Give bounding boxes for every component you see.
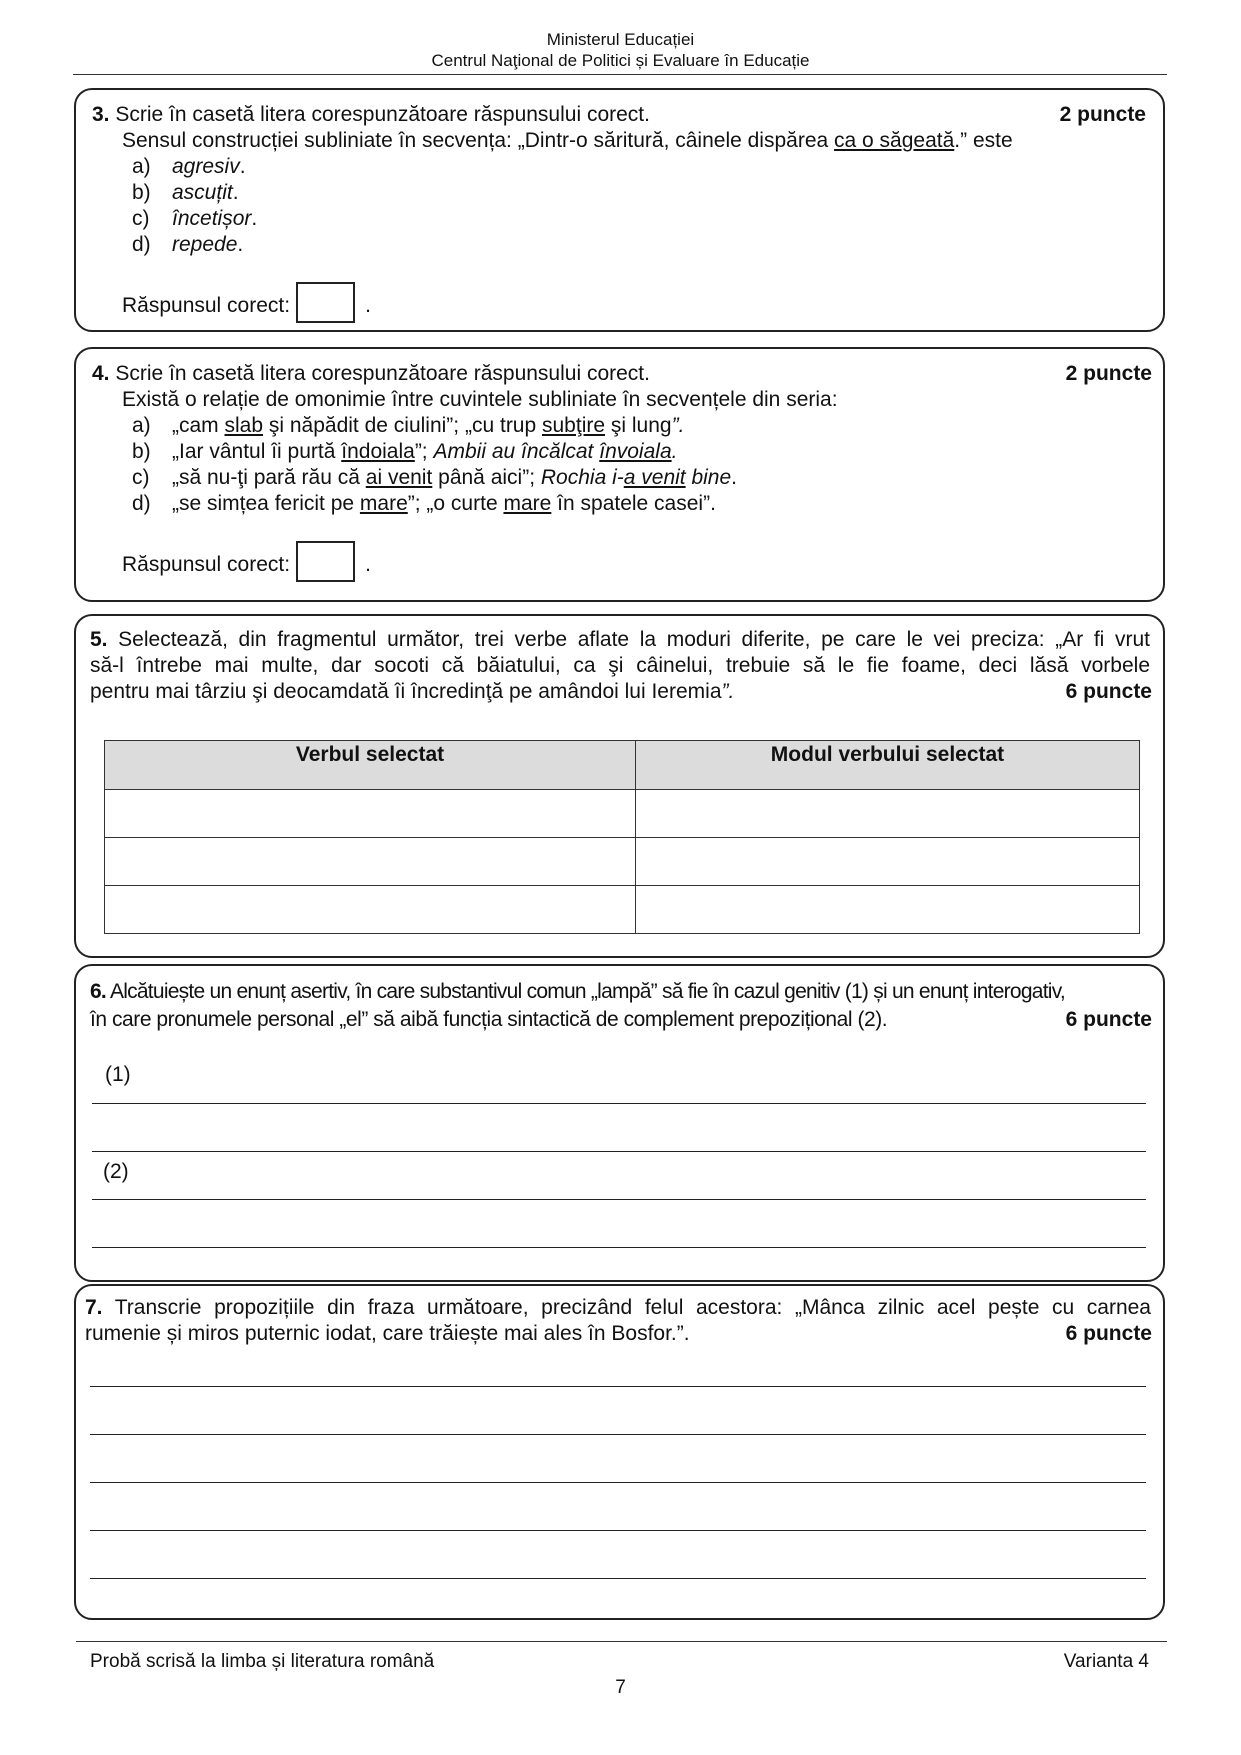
q5-text-line2: să-l întrebe mai multe, dar socoti că băiatului, ca şi câinelui, trebuie să le fie foame, deci lăsă vorbele [90, 654, 1150, 677]
header-center: Centrul Naţional de Politici și Evaluare în Educație [431, 51, 810, 70]
q3-answer-label: Răspunsul corect: [122, 294, 291, 318]
q4-points: 2 puncte [1065, 362, 1152, 385]
q3-option-b: b) ascuțit. [132, 181, 239, 204]
q7-answer-line-5[interactable] [90, 1578, 1146, 1579]
q4-answer-row: Răspunsul corect: . [122, 545, 371, 586]
footer-exam-title: Probă scrisă la limba și literatura română [90, 1651, 435, 1672]
q6-answer-line-1a[interactable] [92, 1103, 1146, 1104]
q6-label-1: (1) [105, 1063, 131, 1086]
q5-points: 6 puncte [1065, 680, 1152, 703]
q5-col-verb-header: Verbul selectat [105, 741, 636, 790]
q3-answer-box[interactable] [296, 282, 355, 323]
table-row [105, 790, 1140, 838]
q3-stem [122, 128, 1013, 154]
q3-instruction: Scrie în casetă litera corespunzătoare răspunsului corect. [115, 103, 650, 126]
q6-answer-line-2a[interactable] [92, 1199, 1146, 1200]
question-7-card [74, 1284, 1165, 1620]
q4-instruction: Scrie în casetă litera corespunzătoare răspunsului corect. [115, 362, 650, 385]
q7-answer-line-2[interactable] [90, 1434, 1146, 1435]
q3-option-c: c) încetișor. [132, 207, 258, 230]
q7-text-line2: rumenie și miros puternic iodat, care trăiește mai ales în Bosfor.”. [85, 1322, 690, 1345]
q6-answer-line-1b[interactable] [92, 1151, 1146, 1152]
q7-answer-line-3[interactable] [90, 1482, 1146, 1483]
q3-instruction-row [92, 102, 650, 128]
q3-points: 2 puncte [1059, 103, 1146, 126]
q5-verb-cell-3[interactable] [105, 886, 636, 934]
q5-verb-cell-1[interactable] [105, 790, 636, 838]
q4-option-d: d) „se simțea fericit pe mare”; „o curte mare în spatele casei”. [132, 492, 716, 515]
question-6-card [74, 964, 1165, 1282]
header-ministry: Ministerul Educației [546, 30, 695, 49]
question-5-card [74, 614, 1165, 958]
q4-option-c: c) „să nu-ţi pară rău că ai venit până aici”; Rochia i-a venit bine. [132, 466, 738, 489]
q5-mood-cell-1[interactable] [636, 790, 1140, 838]
q7-points: 6 puncte [1065, 1322, 1152, 1345]
footer-divider [76, 1641, 1167, 1642]
q3-answer-row: Răspunsul corect: . [122, 286, 371, 327]
q3-stem-underlined: ca o săgeată [834, 129, 955, 152]
q3-number: 3. [92, 103, 110, 126]
q3-stem-before: Sensul construcției subliniate în secvența: „Dintr-o săritură, câinele dispărea [122, 129, 835, 152]
page-number: 7 [615, 1677, 626, 1698]
q4-stem: Există o relație de omonimie între cuvintele subliniate în secvențele din seria: [122, 388, 838, 411]
q6-label-2: (2) [103, 1160, 129, 1183]
q4-option-b: b) „Iar vântul îi purtă îndoiala”; Ambii au încălcat învoiala. [132, 440, 678, 463]
q3-option-a: a) agresiv. [132, 155, 246, 178]
question-4-card [74, 347, 1165, 602]
q5-verb-table [104, 740, 1140, 934]
q3-option-d: d) repede. [132, 233, 244, 256]
q5-text-line3: pentru mai târziu şi deocamdată îi încredinţă pe amândoi lui Ieremia”. [90, 680, 735, 703]
q5-verb-cell-2[interactable] [105, 838, 636, 886]
q5-mood-cell-3[interactable] [636, 886, 1140, 934]
q4-instruction-row [92, 361, 650, 387]
q4-number: 4. [92, 362, 110, 385]
q4-option-a: a) „cam slab şi năpădit de ciulini”; „cu trup subţire şi lung”. [132, 414, 685, 437]
q7-text-line1: 7. Transcrie propozițiile din fraza următoare, precizând felul acestora: „Mânca zilnic acel pește cu carnea [85, 1296, 1151, 1319]
q6-points: 6 puncte [1065, 1008, 1152, 1031]
q7-answer-line-4[interactable] [90, 1530, 1146, 1531]
q6-text-line2: în care pronumele personal „el” să aibă funcția sintactică de complement prepozițional (2). [90, 1008, 888, 1031]
q7-answer-line-1[interactable] [90, 1386, 1146, 1387]
q3-stem-after: .” este [954, 129, 1013, 152]
footer-variant: Varianta 4 [1063, 1651, 1149, 1672]
q5-text-line1: 5. Selectează, din fragmentul următor, trei verbe aflate la moduri diferite, pe care le vei preciza: „Ar fi vrut [90, 628, 1150, 651]
question-3-card [74, 88, 1165, 332]
q4-answer-box[interactable] [296, 541, 355, 582]
q6-text-line1: 6. Alcătuiește un enunț asertiv, în care substantivul comun „lampă” să fie în cazul genitiv (1) și un enunț interogativ, [90, 980, 1065, 1003]
header-divider [73, 74, 1167, 75]
table-row [105, 838, 1140, 886]
q5-col-mood-header: Modul verbului selectat [636, 741, 1140, 790]
q5-mood-cell-2[interactable] [636, 838, 1140, 886]
q6-answer-line-2b[interactable] [92, 1247, 1146, 1248]
table-row [105, 886, 1140, 934]
q4-answer-label: Răspunsul corect: [122, 553, 291, 577]
